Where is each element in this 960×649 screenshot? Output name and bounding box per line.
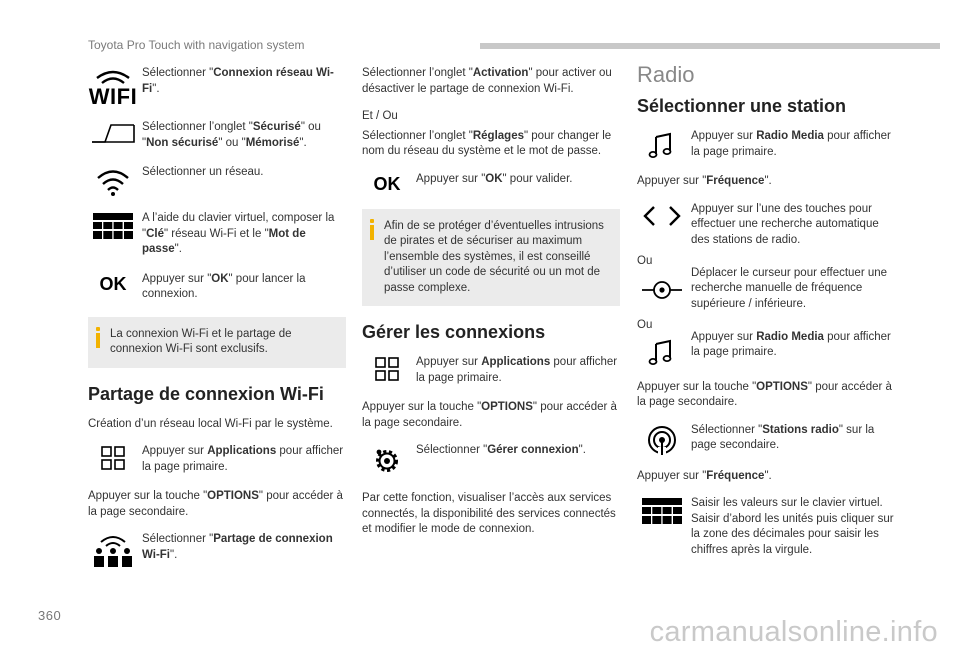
text-bold: OK [211,272,229,285]
text-bold: Clé [146,227,164,240]
text: Sélectionner " [142,533,214,545]
text: Appuyer sur " [637,469,707,482]
text-bold: OPTIONS [207,490,259,502]
text: Appuyer sur [691,330,757,343]
text: " sur la page secondaire. [691,423,875,451]
text: Déplacer le curseur pour effectuer une recherche manuelle de fréquence supérieure / inférieure. [691,266,888,310]
text: ". [174,243,182,255]
chapter-title: Radio [637,62,695,87]
text: pour afficher la page primaire. [691,130,891,158]
step-radio-media [637,129,895,160]
text-bold: Applications [207,445,277,457]
text: ". [170,548,178,561]
tab-icon [88,120,138,144]
text: " pour accéder à la page secondaire. [88,490,343,518]
chevrons-left-right-icon [637,202,687,228]
step-slider [637,266,895,313]
text: Appuyer sur la touche " [88,490,208,502]
text: Sélectionner l’onglet " [142,121,253,133]
text: Saisir les valeurs sur le clavier virtuel. [691,497,883,509]
wifi-word-label: WIFI [88,84,138,109]
text: Appuyer sur [142,445,208,457]
ok-word-label: OK [373,173,401,194]
text: Appuyer sur la touche " [362,401,482,413]
step-radio-media-2 [637,330,895,366]
text-bold: Gérer connexion [487,444,579,456]
text: Sélectionner l’onglet " [362,129,473,142]
step-stations-radio [637,423,895,455]
step-keyboard [88,211,346,258]
text: Appuyer sur " [142,272,212,285]
paragraph: Ou [637,255,653,267]
text: ". [764,469,772,482]
section-heading: Sélectionner une station [637,96,847,116]
step-select-tab [88,120,346,151]
text: " ou " [218,136,246,149]
text: Appuyer sur la touche " [637,380,757,393]
page-header-title: Toyota Pro Touch with navigation system [88,38,305,52]
step-connexion-wifi [88,66,346,109]
text-bold: Connexion réseau Wi-Fi [142,67,334,95]
text: " pour valider. [502,172,573,185]
text-bold: Non sécurisé [146,136,219,149]
text: ". [299,136,307,149]
paragraph: Et / Ou [362,110,398,122]
watermark: carmanualsonline.info [649,616,938,648]
text-bold: Mot de passe [142,227,306,255]
text: " pour lancer la connexion. [142,272,306,300]
info-note [362,209,620,307]
note-text: La connexion Wi-Fi et le partage de connexion Wi-Fi sont exclusifs. [110,327,292,355]
text-bold: OPTIONS [756,380,808,393]
page-number: 360 [38,608,62,623]
gear-icon [362,443,412,477]
text-bold: Radio Media [756,330,824,343]
text-bold: Applications [481,356,551,368]
radio-antenna-icon [637,423,687,455]
text-bold: Mémorisé [245,136,300,149]
text: Appuyer sur " [416,172,486,185]
text-bold: OK [485,172,503,185]
text-bold: Radio Media [756,130,824,142]
text: Appuyer sur l’une des touches pour effectuer une recherche automatique des stations de radio. [691,202,879,246]
note-text: Afin de se protéger d’éventuelles intrusions de pirates et de sécuriser au maximum l’ensemble des systèmes, il est conseillé d’utiliser un code de sécurité ou un mot de passe complexe. [384,219,604,294]
text-bold: Fréquence [706,469,765,482]
text: ". [578,444,586,456]
text: Sélectionner l’onglet " [362,67,473,79]
users-sharing-icon [88,532,138,568]
step-gerer-connexion [362,443,620,477]
text: " pour accéder à la page secondaire. [362,401,617,429]
info-icon [370,219,376,297]
text-bold: Partage de connexion Wi-Fi [142,533,333,561]
paragraph [362,400,620,431]
step-ok-validate [362,172,620,195]
paragraph [637,469,895,485]
text: Sélectionner " [416,444,488,456]
text: Appuyer sur " [637,175,707,187]
text-bold: Stations radio [762,423,839,436]
section-heading: Gérer les connexions [362,322,546,342]
keyboard-icon [88,211,138,239]
text: Appuyer sur [691,130,757,142]
paragraph: Par cette fonction, visualiser l’accès aux services connectés, la disponibilité des services connectés et modifier le mode de connexion. [362,492,616,535]
step-ok-connect [88,272,346,303]
step-seek-buttons [637,202,895,249]
step-applications [362,355,620,386]
text-bold: Réglages [472,129,524,142]
paragraph: Création d’un réseau local Wi-Fi par le système. [88,417,333,430]
text: pour afficher la page primaire. [416,356,618,384]
step-keyboard-input [637,496,895,558]
paragraph [362,66,620,97]
text: " réseau Wi-Fi et le " [164,227,269,240]
slider-cursor-icon [637,266,687,302]
applications-grid-icon [88,444,138,470]
text: " pour activer ou désactiver le partage de connexion Wi-Fi. [362,67,612,95]
text-bold: Sécurisé [252,121,301,133]
paragraph [637,174,895,190]
text: Saisir d’abord les unités puis cliquer sur la zone des décimales pour saisir les chiffres après la virgule. [691,512,894,556]
column-2 [362,66,620,550]
ok-word-label: OK [99,273,127,294]
wifi-signal-icon [88,165,138,197]
step-select-network [88,165,346,197]
text: " pour changer le nom du réseau du système et le mot de passe. [362,129,612,157]
text: " pour accéder à la page secondaire. [637,380,892,408]
text: A l’aide du clavier virtuel, composer la " [142,212,335,240]
ok-icon [362,172,412,195]
paragraph [362,129,620,160]
column-3 [637,62,895,572]
text: Sélectionner " [691,423,763,436]
text-bold: Activation [472,67,529,79]
keyboard-icon [637,496,687,524]
wifi-icon [88,66,138,109]
paragraph [88,489,346,520]
ok-icon [88,272,138,295]
text: " ou " [142,121,321,149]
text: Sélectionner un réseau. [142,166,264,178]
text: Sélectionner " [142,67,214,79]
text: Appuyer sur [416,356,482,368]
text: pour afficher la page primaire. [142,445,344,473]
column-1 [88,66,346,582]
step-applications [88,444,346,475]
paragraph [637,380,895,411]
section-heading: Partage de connexion Wi-Fi [88,383,324,404]
info-note [88,317,346,368]
text: pour afficher la page primaire. [691,330,891,358]
text-bold: OPTIONS [481,401,533,413]
step-partage [88,532,346,568]
music-note-icon [637,129,687,159]
header-bar [480,43,940,49]
info-icon [96,327,102,358]
music-note-icon [637,330,687,366]
text: ". [152,82,160,95]
applications-grid-icon [362,355,412,381]
text: ". [764,175,772,187]
text-bold: Fréquence [706,175,765,187]
paragraph: Ou [637,319,653,331]
